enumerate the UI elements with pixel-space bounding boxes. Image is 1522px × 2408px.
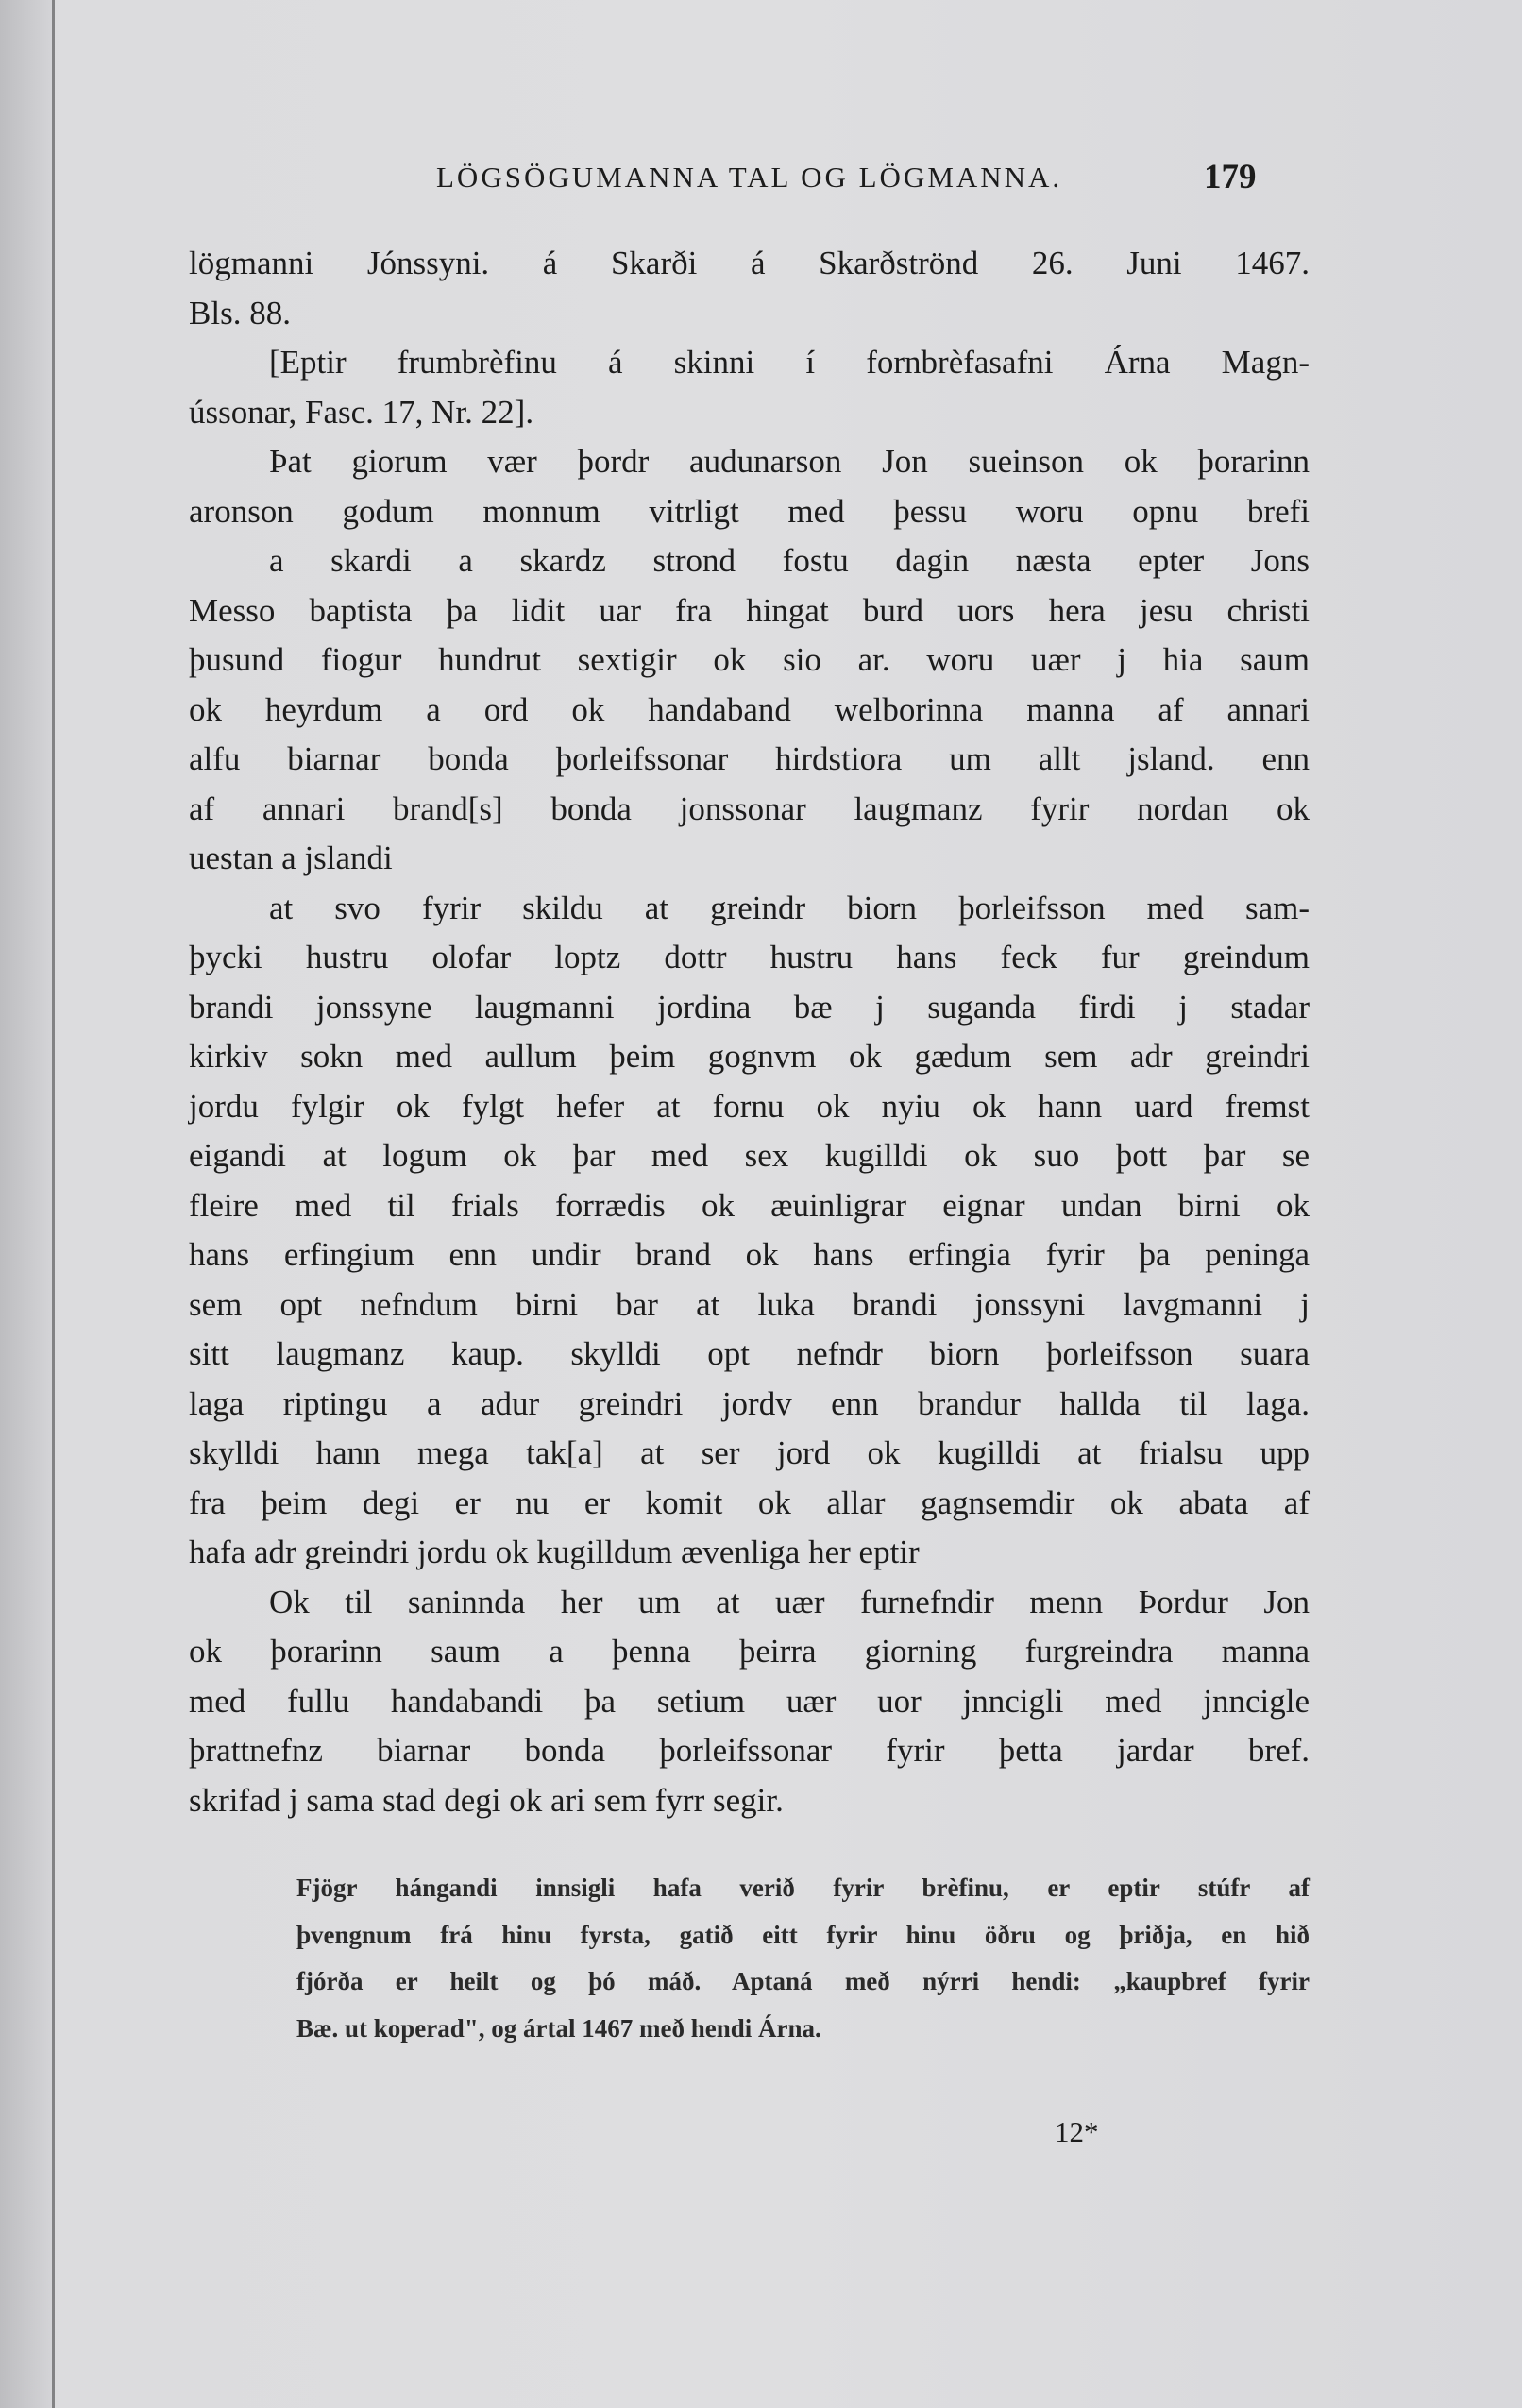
text-line: þrattnefnz biarnar bonda þorleifssonar fyrir þetta jardar bref. xyxy=(189,1732,1310,1769)
note-line: fjórða er heilt og þó máð. Aptaná með nýrri hendi: „kaupbref fyrir xyxy=(296,1967,1310,1995)
text-line: Messo baptista þa lidit uar fra hingat burd uors hera jesu christi xyxy=(189,591,1310,629)
text-line: alfu biarnar bonda þorleifssonar hirdstiora um allt jsland. enn xyxy=(189,740,1310,777)
text-line: fleire med til frials forrædis ok æuinligrar eignar undan birni ok xyxy=(189,1186,1310,1224)
text-line: brandi jonssyne laugmanni jordina bæ j suganda firdi j stadar xyxy=(189,988,1310,1026)
text-line: med fullu handabandi þa setium uær uor jnncigli med jnncigle xyxy=(189,1682,1310,1720)
text-line: at svo fyrir skildu at greindr biorn þorleifsson med sam- xyxy=(269,889,1310,926)
note-line: Bæ. ut koperad", og ártal 1467 með hendi Árna. xyxy=(296,2013,821,2043)
text-line: skrifad j sama stad degi ok ari sem fyrr segir. xyxy=(189,1781,784,1819)
editorial-note xyxy=(296,1865,1310,2052)
text-line: uestan a jslandi xyxy=(189,839,393,876)
text-line: ok þorarinn saum a þenna þeirra giorning furgreindra manna xyxy=(189,1633,1310,1670)
text-line: aronson godum monnum vitrligt med þessu woru opnu brefi xyxy=(189,492,1310,530)
text-line: a skardi a skardz strond fostu dagin næsta epter Jons xyxy=(269,542,1310,579)
text-line: eigandi at logum ok þar med sex kugilldi ok suo þott þar se xyxy=(189,1137,1310,1174)
text-line: ússonar, Fasc. 17, Nr. 22]. xyxy=(189,393,534,431)
text-line: af annari brand[s] bonda jonssonar laugmanz fyrir nordan ok xyxy=(189,789,1310,827)
text-line: hafa adr greindri jordu ok kugilldum ævenliga her eptir xyxy=(189,1534,920,1570)
text-line: Ok til saninnda her um at uær furnefndir menn Þordur Jon xyxy=(269,1583,1310,1620)
text-line: hans erfingium enn undir brand ok hans erfingia fyrir þa peninga xyxy=(189,1236,1310,1273)
main-text xyxy=(189,239,1310,1825)
text-line: lögmanni Jónssyni. á Skarði á Skarðströnd 26. Juni 1467. xyxy=(189,245,1310,281)
printer-signature: 12* xyxy=(1055,2115,1099,2148)
text-line: fra þeim degi er nu er komit ok allar gagnsemdir ok abata af xyxy=(189,1484,1310,1521)
binding-shadow xyxy=(0,0,52,2408)
running-header: LÖGSÖGUMANNA TAL OG LÖGMANNA. xyxy=(436,161,1063,194)
text-line: jordu fylgir ok fylgt hefer at fornu ok nyiu ok hann uard fremst xyxy=(189,1087,1310,1125)
text-line: Bls. 88. xyxy=(189,294,291,331)
note-line: Fjögr hángandi innsigli hafa verið fyrir brèfinu, er eptir stúfr af xyxy=(296,1874,1310,1902)
text-line: sem opt nefndum birni bar at luka brandi jonssyni lavgmanni j xyxy=(189,1285,1310,1323)
text-line: sitt laugmanz kaup. skylldi opt nefndr biorn þorleifsson suara xyxy=(189,1335,1310,1372)
text-line: skylldi hann mega tak[a] at ser jord ok kugilldi at frialsu upp xyxy=(189,1434,1310,1471)
text-line: ok heyrdum a ord ok handaband welborinna manna af annari xyxy=(189,690,1310,728)
page-number: 179 xyxy=(1204,158,1257,196)
text-line: þusund fiogur hundrut sextigir ok sio ar. woru uær j hia saum xyxy=(189,641,1310,678)
text-line: þycki hustru olofar loptz dottr hustru hans feck fur greindum xyxy=(189,939,1310,975)
text-line: laga riptingu a adur greindri jordv enn brandur hallda til laga. xyxy=(189,1384,1310,1422)
text-line: kirkiv sokn med aullum þeim gognvm ok gædum sem adr greindri xyxy=(189,1038,1310,1075)
note-line: þvengnum frá hinu fyrsta, gatið eitt fyrir hinu öðru og þriðja, en hið xyxy=(296,1920,1310,1949)
binding-edge xyxy=(52,0,55,2408)
text-line: Þat giorum vær þordr audunarson Jon sueinson ok þorarinn xyxy=(269,443,1310,480)
text-line: [Eptir frumbrèfinu á skinni í fornbrèfasafni Árna Magn- xyxy=(269,344,1310,381)
